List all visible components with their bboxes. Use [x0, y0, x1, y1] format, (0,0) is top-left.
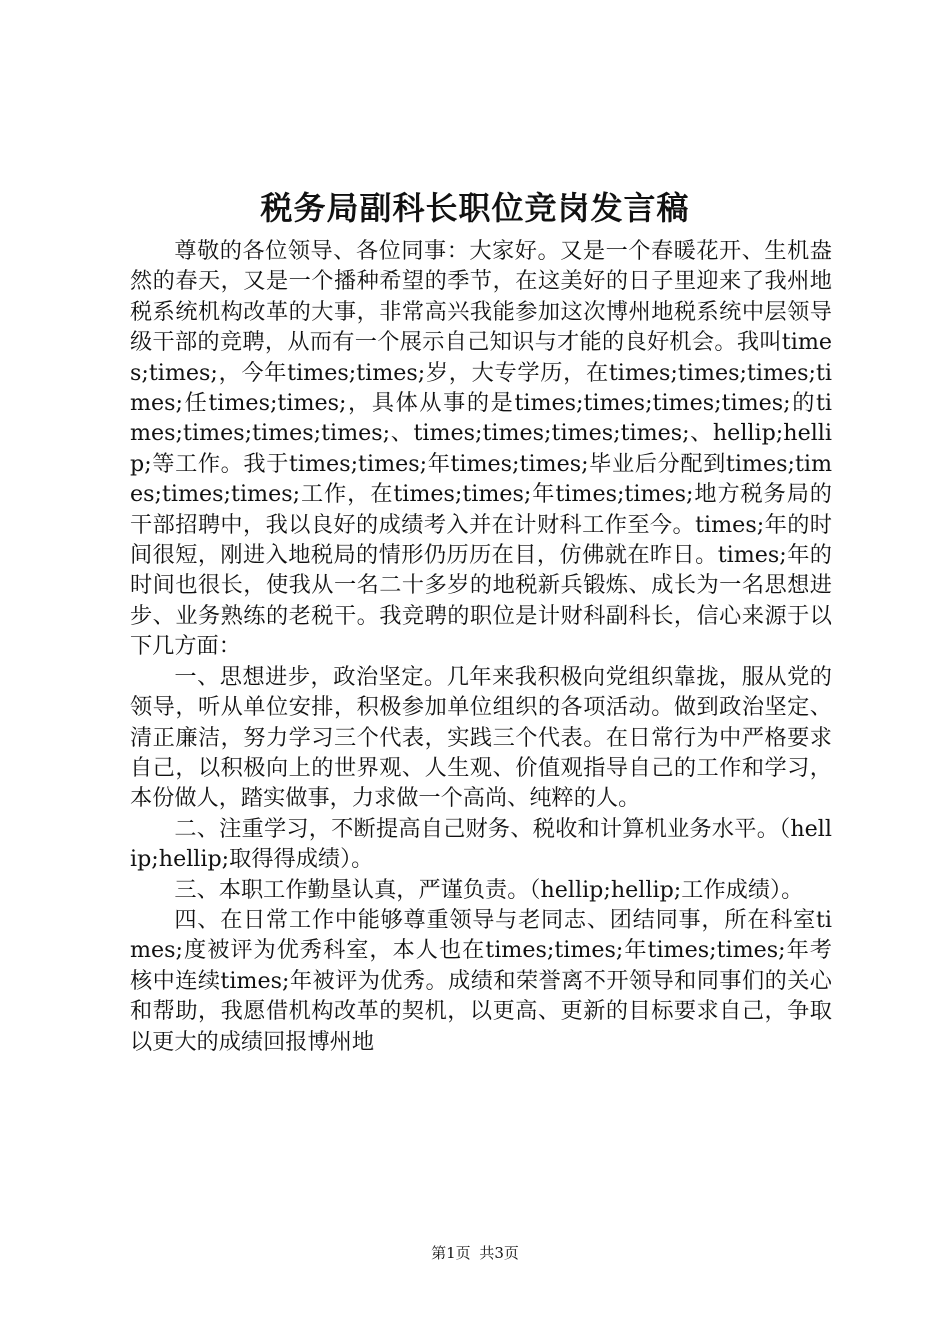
- paragraph-point-1: 一、思想进步，政治坚定。几年来我积极向党组织靠拢，服从党的领导，听从单位安排，积极参加单位组织的各项活动。做到政治坚定、清正廉洁，努力学习三个代表，实践三个代表。在日常行为中严格要求自己，以积极向上的世界观、人生观、价值观指导自己的工作和学习，本份做人，踏实做事，力求做一个高尚、纯粹的人。: [130, 663, 832, 812]
- paragraph-point-4: 四、在日常工作中能够尊重领导与老同志、团结同事，所在科室times;度被评为优秀科室，本人也在times;times;年times;times;年考核中连续times;年被评为优秀。成绩和荣誉离不开领导和同事们的关心和帮助，我愿借机构改革的契机，以更高、更新的目标要求自己，争取以更大的成绩回报博州地: [130, 906, 832, 1055]
- document-body: [130, 236, 832, 1057]
- paragraph-point-2: 二、注重学习，不断提高自己财务、税收和计算机业务水平。（hellip;hellip;取得得成绩）。: [130, 815, 832, 873]
- paragraph-intro: 尊敬的各位领导、各位同事：大家好。又是一个春暖花开、生机盎然的春天，又是一个播种希望的季节，在这美好的日子里迎来了我州地税系统机构改革的大事，非常高兴我能参加这次博州地税系统中层领导级干部的竞聘，从而有一个展示自己知识与才能的良好机会。我叫times;times;，今年times;times;岁，大专学历，在times;times;times;times;任times;times;，具体从事的是times;times;times;times;的times;times;times;times;、times;times;times;times;、hellip;hellip;等工作。我于times;times;年times;times;毕业后分配到times;times;times;times;工作，在times;times;年times;times;地方税务局的干部招聘中，我以良好的成绩考入并在计财科工作至今。times;年的时间很短，刚进入地税局的情形仍历历在目，仿佛就在昨日。times;年的时间也很长，使我从一名二十多岁的地税新兵锻炼、成长为一名思想进步、业务熟练的老税干。我竞聘的职位是计财科副科长，信心来源于以下几方面：: [130, 238, 832, 660]
- page-number-footer: 第1页 共3页: [431, 1244, 519, 1262]
- paragraph-point-3: 三、本职工作勤垦认真，严谨负责。（hellip;hellip;工作成绩）。: [174, 876, 804, 903]
- document-title: 税务局副科长职位竞岗发言稿: [260, 189, 690, 227]
